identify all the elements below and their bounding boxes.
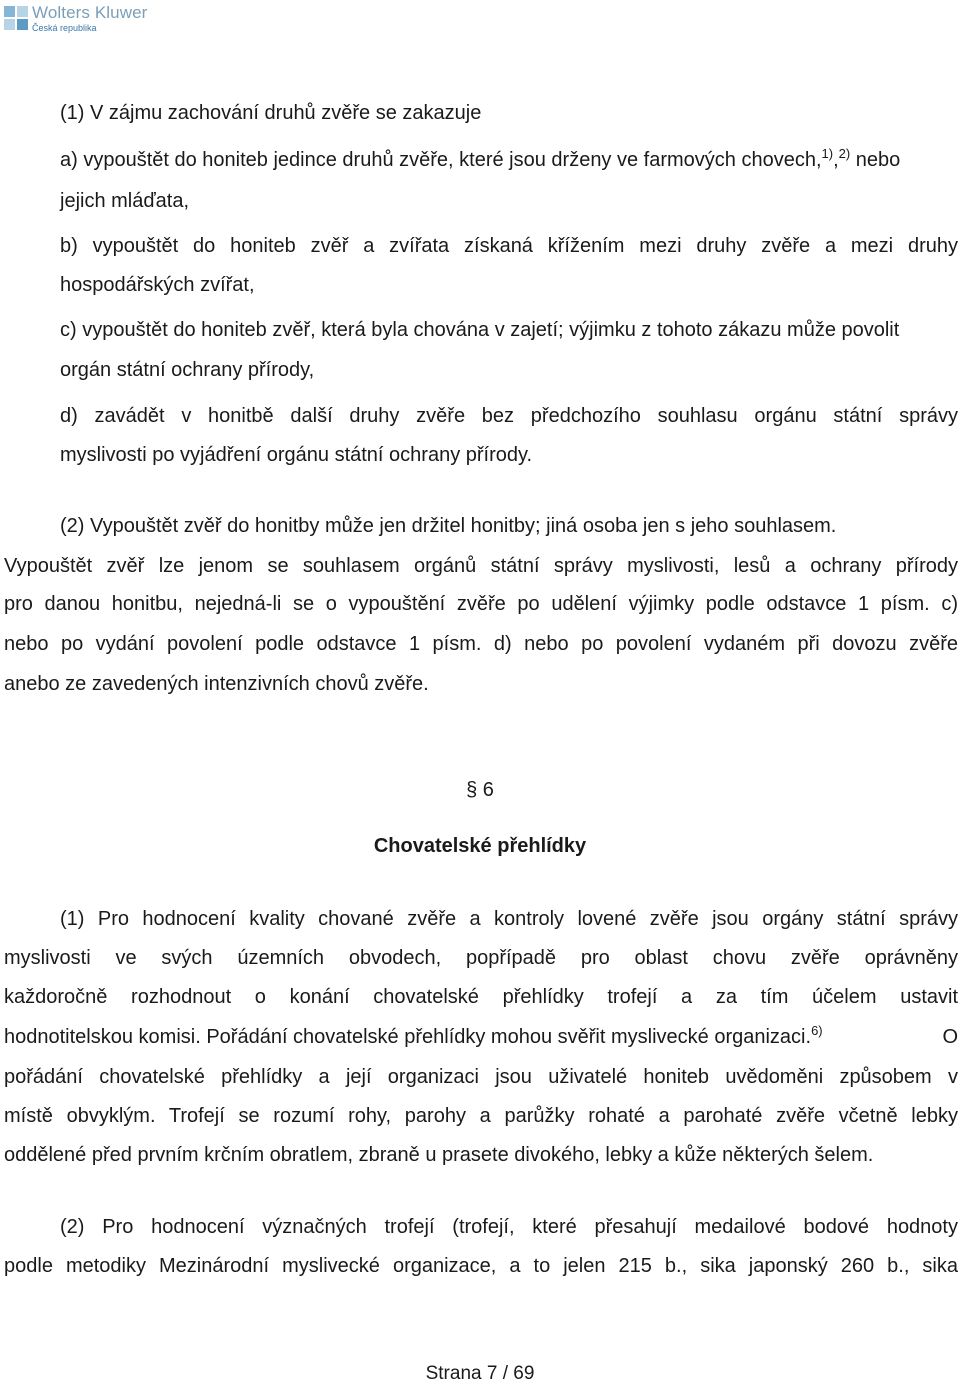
section-paragraph-1-line-7: oddělené před prvním krčním obratlem, zbraně u prasete divokého, lebky a kůže některých šelem. [4, 1144, 874, 1166]
item-a-text: a) vypouštět do honiteb jedince druhů zvěře, které jsou drženy ve farmových chovech, [60, 149, 822, 171]
wolters-kluwer-logo-icon [4, 6, 28, 30]
item-b-line-2: hospodářských zvířat, [60, 274, 255, 296]
section-paragraph-2-line-2: podle metodiky Mezinárodní myslivecké organizace, a to jelen 215 b., sika japonský 260 b., sika [4, 1255, 958, 1277]
section-paragraph-1-line-2: myslivosti ve svých územních obvodech, popřípadě pro oblast chovu zvěře oprávněny [4, 947, 958, 969]
item-b-line-1: b) vypouštět do honiteb zvěř a zvířata získaná křížením mezi druhy zvěře a mezi druhy [60, 235, 958, 257]
item-c-line-1: c) vypouštět do honiteb zvěř, která byla chována v zajetí; výjimku z tohoto zákazu může povolit [60, 319, 900, 341]
footnote-ref-2: 2) [838, 146, 851, 161]
section-paragraph-1-line-4 [4, 1025, 958, 1049]
paragraph-2-line-2: Vypouštět zvěř lze jenom se souhlasem orgánů státní správy myslivosti, lesů a ochrany přírody [4, 555, 958, 577]
item-d-line-2: myslivosti po vyjádření orgánu státní ochrany přírody. [60, 444, 533, 466]
paragraph-1-heading: (1) V zájmu zachování druhů zvěře se zakazuje [60, 102, 482, 124]
section-paragraph-2-line-1: (2) Pro hodnocení význačných trofejí (trofejí, které přesahují medailové bodové hodnoty [60, 1216, 958, 1238]
logo-subtitle: Česká republika [32, 23, 97, 33]
section-paragraph-1-line-5: pořádání chovatelské přehlídky a její organizaci jsou uživatelé honiteb uvědoměni způsobem v [4, 1066, 958, 1088]
line-4-main-text: hodnotitelskou komisi. Pořádání chovatelské přehlídky mohou svěřit myslivecké organizaci. [4, 1026, 812, 1048]
section-paragraph-1-line-3: každoročně rozhodnout o konání chovatelské přehlídky trofejí a za tím účelem ustavit [4, 986, 958, 1008]
footnote-ref-1: 1) [821, 146, 834, 161]
footnote-ref-6: 6) [811, 1023, 823, 1038]
section-number: § 6 [466, 779, 494, 801]
footnote-separator: , [833, 149, 839, 171]
page-number: Strana 7 / 69 [425, 1363, 535, 1384]
paragraph-2-line-5: anebo ze zavedených intenzivních chovů zvěře. [4, 673, 429, 695]
paragraph-2-line-4: nebo po vydání povolení podle odstavce 1 písm. d) nebo po povolení vydaném při dovozu zvěře [4, 633, 958, 655]
paragraph-2-line-3: pro danou honitbu, nejedná-li se o vypouštění zvěře po udělení výjimky podle odstavce 1 písm. c) [4, 593, 958, 615]
section-title: Chovatelské přehlídky [373, 835, 587, 857]
item-c-line-2: orgán státní ochrany přírody, [60, 359, 315, 381]
item-d-line-1: d) zavádět v honitbě další druhy zvěře bez předchozího souhlasu orgánu státní správy [60, 405, 958, 427]
section-paragraph-1-line-4-text [4, 1025, 823, 1049]
item-a-line-2: jejich mláďata, [60, 190, 190, 212]
brand-logo [4, 4, 147, 38]
item-a-tail: nebo [850, 149, 901, 171]
paragraph-2-line-1: (2) Vypouštět zvěř do honitby může jen držitel honitby; jiná osoba jen s jeho souhlasem. [60, 515, 837, 537]
item-a-line-1 [60, 148, 900, 172]
line-4-tail: O [942, 1026, 958, 1048]
section-paragraph-1-line-6: místě obvyklým. Trofejí se rozumí rohy, parohy a parůžky rohaté a parohaté zvěře včetně lebky [4, 1105, 958, 1127]
logo-name: Wolters Kluwer [32, 3, 148, 22]
section-paragraph-1-line-1: (1) Pro hodnocení kvality chované zvěře a kontroly lovené zvěře jsou orgány státní správy [60, 908, 958, 930]
